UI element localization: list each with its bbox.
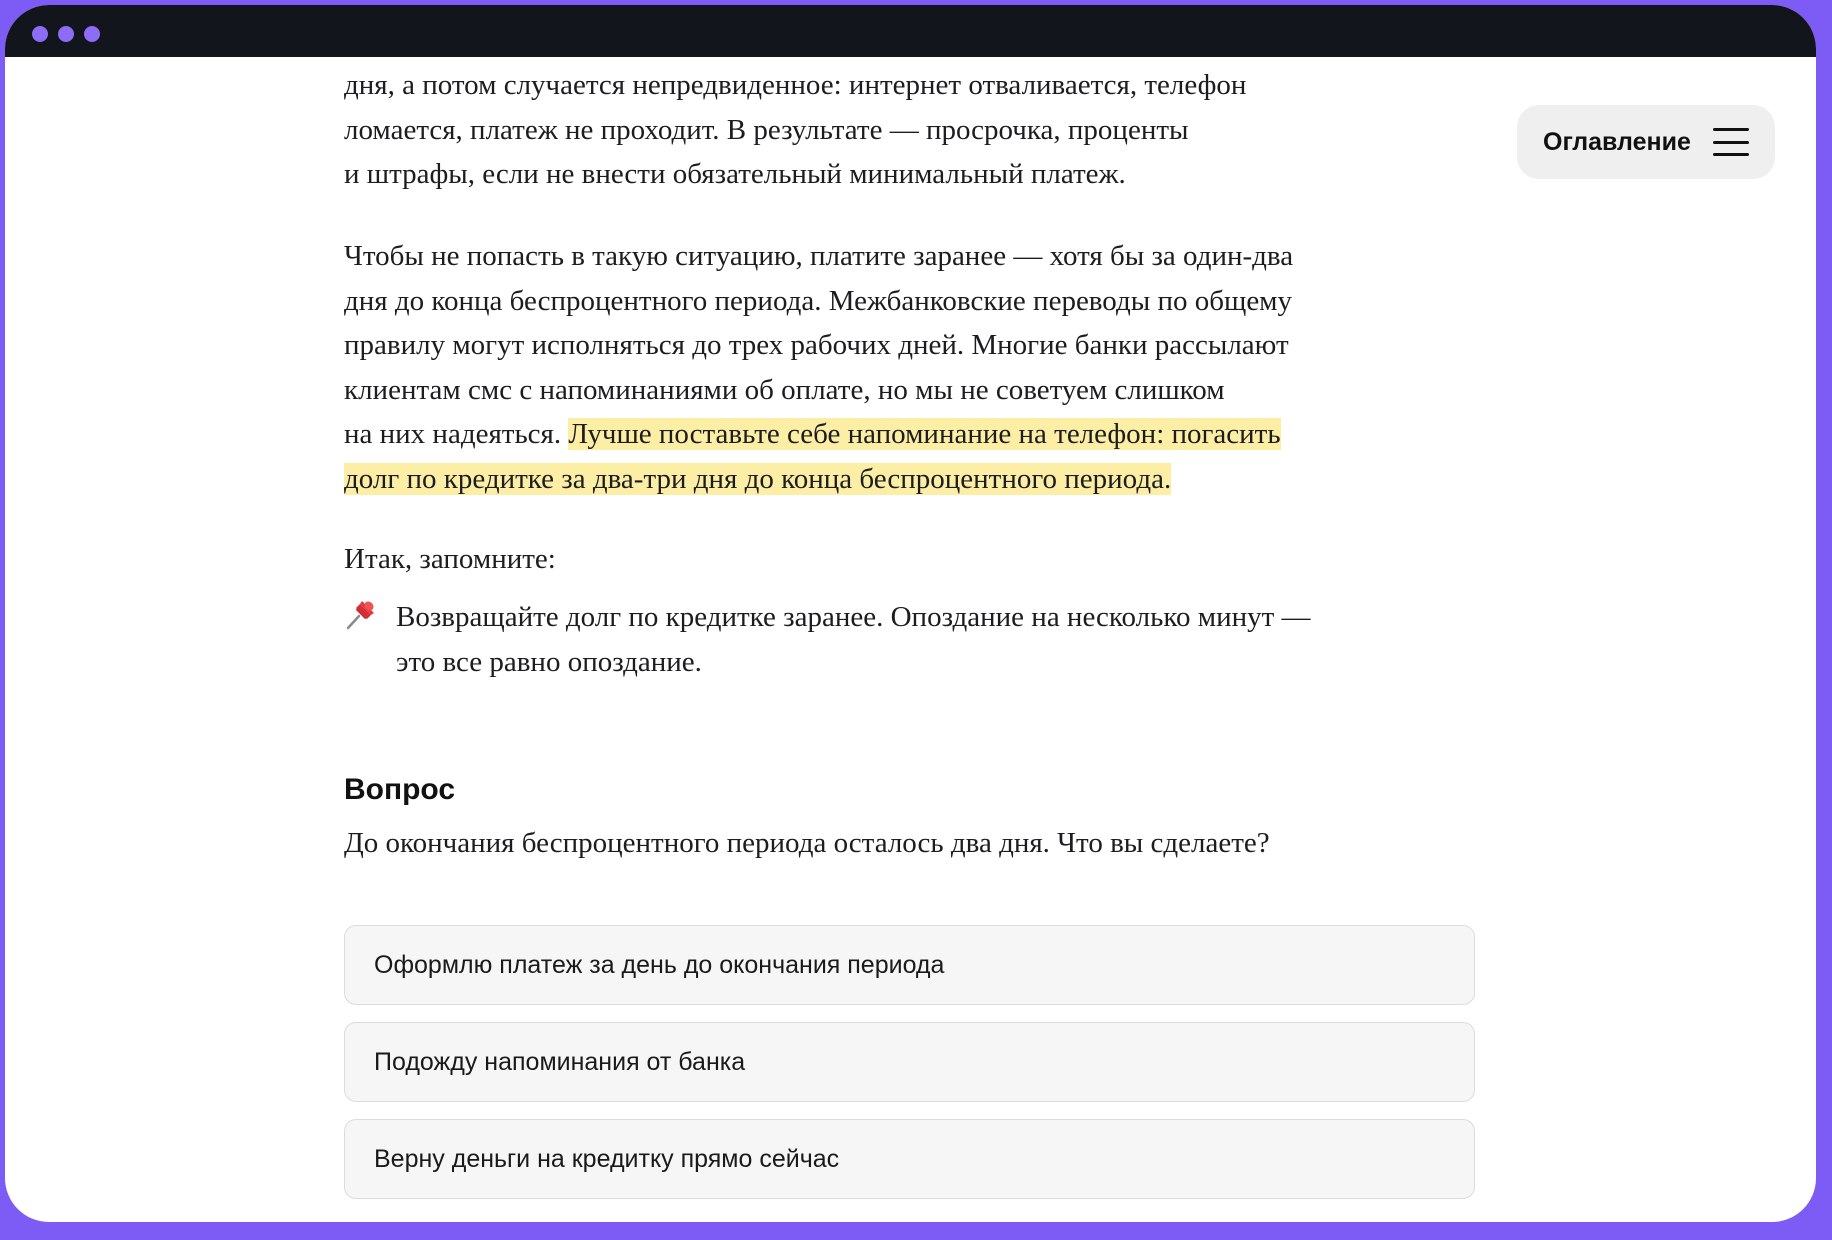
text-line: Возвращайте долг по кредитке заранее. Опоздание на несколько минут — (396, 601, 1311, 633)
answer-options (344, 925, 1475, 1216)
pushpin-icon (344, 597, 378, 631)
answer-option[interactable]: Подожду напоминания от банка (344, 1022, 1475, 1102)
toc-label: Оглавление (1543, 127, 1691, 156)
text-line: дня, а потом случается непредвиденное: интернет отваливается, телефон (344, 69, 1247, 101)
toc-button[interactable] (1517, 105, 1775, 179)
answer-option[interactable]: Верну деньги на кредитку прямо сейчас (344, 1119, 1475, 1199)
window-dot-icon[interactable] (84, 26, 100, 42)
text-line: дня до конца беспроцентного периода. Межбанковские переводы по общему (344, 284, 1293, 317)
text-line: правилу могут исполняться до трех рабочих дней. Многие банки рассылают (344, 329, 1289, 362)
answer-option[interactable]: Оформлю платеж за день до окончания периода (344, 925, 1475, 1005)
highlighted-text: долг по кредитке за два-три дня до конца беспроцентного периода. (344, 462, 1172, 495)
text-line: на них надеяться. (344, 418, 569, 451)
question-heading: Вопрос (344, 773, 456, 806)
pin-item-text (396, 595, 1486, 684)
highlighted-text: Лучше поставьте себе напоминание на телефон: погасить (568, 418, 1281, 451)
text-line: Чтобы не попасть в такую ситуацию, платите заранее — хотя бы за один-два (344, 240, 1294, 272)
window-dot-icon[interactable] (58, 26, 74, 42)
paragraph (344, 234, 1293, 502)
text-line: и штрафы, если не внести обязательный минимальный платеж. (344, 158, 1126, 191)
window-dot-icon[interactable] (32, 26, 48, 42)
browser-window (5, 5, 1816, 1222)
menu-icon (1713, 128, 1749, 156)
paragraph (344, 63, 1246, 197)
text-line: это все равно опоздание. (396, 645, 702, 678)
text-line: ломается, платеж не проходит. В результате — просрочка, проценты (344, 113, 1189, 146)
question-text: До окончания беспроцентного периода осталось два дня. Что вы сделаете? (344, 827, 1270, 859)
title-bar (5, 5, 1816, 57)
paragraph: Итак, запомните: (344, 543, 556, 575)
text-line: клиентам смс с напоминаниями об оплате, но мы не советуем слишком (344, 373, 1225, 406)
